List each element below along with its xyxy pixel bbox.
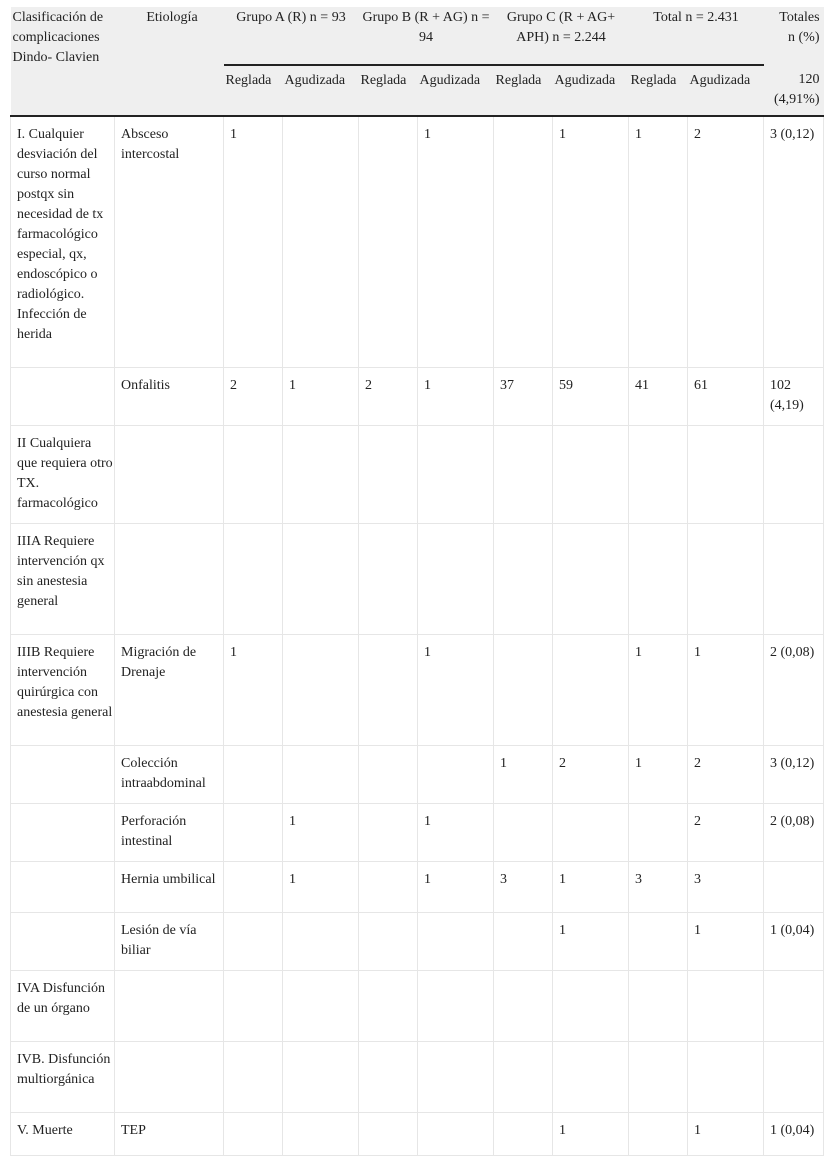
header-group-b: Grupo B (R + AG) n = 94 — [359, 7, 494, 65]
header-totals-value: 120 (4,91%) — [764, 65, 824, 116]
cell-count — [629, 970, 688, 1041]
cell-count — [224, 803, 283, 861]
cell-count: 1 — [553, 1112, 629, 1155]
header-total: Total n = 2.431 — [629, 7, 764, 65]
header-sub-agudizada: Agudizada — [283, 65, 359, 116]
cell-total: 1 (0,04) — [764, 1112, 824, 1155]
cell-count: 41 — [629, 367, 688, 425]
header-sub-agudizada: Agudizada — [418, 65, 494, 116]
cell-count — [688, 1041, 764, 1112]
cell-classification: IVB. Disfunción multiorgánica — [11, 1041, 115, 1112]
cell-classification — [11, 912, 115, 970]
cell-count: 2 — [359, 367, 418, 425]
cell-count — [283, 634, 359, 745]
cell-count: 1 — [629, 634, 688, 745]
table-row — [11, 634, 824, 745]
cell-count — [224, 425, 283, 523]
header-totals: Totales n (%) — [764, 7, 824, 65]
cell-count — [359, 634, 418, 745]
cell-count: 1 — [553, 116, 629, 367]
cell-etiology: Perforación intestinal — [115, 803, 224, 861]
cell-count: 1 — [688, 912, 764, 970]
table-row — [11, 425, 824, 523]
cell-count — [688, 970, 764, 1041]
complications-table-container — [10, 7, 823, 1156]
cell-count: 3 — [688, 861, 764, 912]
cell-count — [283, 745, 359, 803]
cell-count — [494, 116, 553, 367]
cell-classification: V. Muerte — [11, 1112, 115, 1155]
cell-etiology: Colección intraabdominal — [115, 745, 224, 803]
cell-total — [764, 970, 824, 1041]
cell-classification — [11, 367, 115, 425]
cell-count — [359, 970, 418, 1041]
cell-classification: IVA Disfunción de un órgano — [11, 970, 115, 1041]
cell-etiology: Hernia umbilical — [115, 861, 224, 912]
cell-count — [359, 425, 418, 523]
table-row — [11, 803, 824, 861]
cell-total: 3 (0,12) — [764, 116, 824, 367]
cell-count — [359, 523, 418, 634]
cell-classification: IIIB Requiere intervención quirúrgica con anestesia general — [11, 634, 115, 745]
cell-count: 1 — [418, 116, 494, 367]
table-header — [11, 7, 824, 116]
cell-count — [629, 1112, 688, 1155]
cell-count: 1 — [629, 116, 688, 367]
cell-count — [553, 803, 629, 861]
cell-count — [418, 912, 494, 970]
cell-count: 3 — [494, 861, 553, 912]
cell-count: 1 — [494, 745, 553, 803]
table-row — [11, 912, 824, 970]
cell-count — [629, 1041, 688, 1112]
cell-count — [224, 523, 283, 634]
cell-etiology — [115, 425, 224, 523]
cell-count — [359, 803, 418, 861]
cell-count — [418, 745, 494, 803]
cell-count — [494, 425, 553, 523]
cell-count — [418, 523, 494, 634]
cell-total: 2 (0,08) — [764, 803, 824, 861]
cell-count — [283, 912, 359, 970]
cell-etiology — [115, 970, 224, 1041]
cell-count — [224, 970, 283, 1041]
cell-count: 2 — [688, 803, 764, 861]
cell-count: 1 — [418, 861, 494, 912]
cell-classification: IIIA Requiere intervención qx sin anestesia general — [11, 523, 115, 634]
cell-classification: I. Cualquier desviación del curso normal postqx sin necesidad de tx farmacológico especial, qx, endoscópico o radiológico. Infección de herida — [11, 116, 115, 367]
cell-total: 1 (0,04) — [764, 912, 824, 970]
cell-total: 102 (4,19) — [764, 367, 824, 425]
cell-count: 3 — [629, 861, 688, 912]
cell-count — [224, 1041, 283, 1112]
cell-count — [629, 803, 688, 861]
cell-count: 1 — [224, 116, 283, 367]
cell-classification — [11, 803, 115, 861]
cell-count — [359, 1112, 418, 1155]
cell-count — [283, 1112, 359, 1155]
cell-count — [418, 1041, 494, 1112]
cell-count — [553, 523, 629, 634]
header-etiology: Etiología — [115, 7, 224, 116]
cell-count — [494, 970, 553, 1041]
table-row — [11, 523, 824, 634]
cell-count: 1 — [418, 803, 494, 861]
table-body — [11, 116, 824, 1155]
cell-count: 1 — [283, 367, 359, 425]
cell-count — [283, 116, 359, 367]
cell-etiology: TEP — [115, 1112, 224, 1155]
cell-count — [494, 1041, 553, 1112]
cell-count — [418, 1112, 494, 1155]
cell-count: 61 — [688, 367, 764, 425]
cell-count: 1 — [688, 1112, 764, 1155]
cell-classification: II Cualquiera que requiera otro TX. farmacológico — [11, 425, 115, 523]
cell-count — [359, 1041, 418, 1112]
header-sub-reglada: Reglada — [359, 65, 418, 116]
table-row — [11, 1112, 824, 1155]
cell-count: 59 — [553, 367, 629, 425]
cell-count — [283, 1041, 359, 1112]
table-row — [11, 116, 824, 367]
cell-count: 37 — [494, 367, 553, 425]
cell-total — [764, 523, 824, 634]
cell-count — [494, 803, 553, 861]
cell-count — [359, 116, 418, 367]
cell-total — [764, 1041, 824, 1112]
cell-count — [629, 425, 688, 523]
cell-count: 1 — [283, 803, 359, 861]
cell-total: 3 (0,12) — [764, 745, 824, 803]
cell-count: 2 — [688, 116, 764, 367]
cell-count — [283, 523, 359, 634]
cell-count — [553, 425, 629, 523]
cell-etiology: Onfalitis — [115, 367, 224, 425]
header-group-a: Grupo A (R) n = 93 — [224, 7, 359, 65]
cell-count: 1 — [224, 634, 283, 745]
header-classification: Clasificación de complicaciones Dindo- Clavien — [11, 7, 115, 116]
table-row — [11, 861, 824, 912]
cell-count: 1 — [629, 745, 688, 803]
cell-count — [553, 970, 629, 1041]
cell-total — [764, 861, 824, 912]
cell-count: 1 — [418, 367, 494, 425]
header-group-c: Grupo C (R + AG+ APH) n = 2.244 — [494, 7, 629, 65]
cell-etiology: Lesión de vía biliar — [115, 912, 224, 970]
cell-count — [283, 970, 359, 1041]
header-sub-reglada: Reglada — [224, 65, 283, 116]
table-row — [11, 745, 824, 803]
table-row — [11, 1041, 824, 1112]
table-row — [11, 970, 824, 1041]
cell-count — [283, 425, 359, 523]
cell-count — [494, 1112, 553, 1155]
cell-etiology: Absceso intercostal — [115, 116, 224, 367]
cell-count — [494, 523, 553, 634]
cell-count — [359, 912, 418, 970]
complications-table — [10, 7, 824, 1156]
cell-count — [629, 912, 688, 970]
cell-count — [553, 1041, 629, 1112]
cell-count: 1 — [283, 861, 359, 912]
cell-count — [494, 634, 553, 745]
cell-count: 1 — [418, 634, 494, 745]
cell-total: 2 (0,08) — [764, 634, 824, 745]
cell-etiology — [115, 523, 224, 634]
cell-total — [764, 425, 824, 523]
cell-count: 2 — [553, 745, 629, 803]
cell-count — [224, 861, 283, 912]
cell-count: 1 — [553, 861, 629, 912]
cell-count — [359, 745, 418, 803]
cell-count — [224, 1112, 283, 1155]
cell-count: 1 — [688, 634, 764, 745]
cell-count: 2 — [224, 367, 283, 425]
cell-count — [494, 912, 553, 970]
cell-count — [359, 861, 418, 912]
table-row — [11, 367, 824, 425]
cell-count — [224, 745, 283, 803]
cell-count — [688, 425, 764, 523]
header-sub-agudizada: Agudizada — [553, 65, 629, 116]
header-sub-agudizada: Agudizada — [688, 65, 764, 116]
header-sub-reglada: Reglada — [629, 65, 688, 116]
cell-count: 2 — [688, 745, 764, 803]
cell-count — [418, 425, 494, 523]
cell-count — [224, 912, 283, 970]
header-sub-reglada: Reglada — [494, 65, 553, 116]
cell-count: 1 — [553, 912, 629, 970]
cell-count — [629, 523, 688, 634]
cell-count — [553, 634, 629, 745]
cell-etiology: Migración de Drenaje — [115, 634, 224, 745]
cell-count — [688, 523, 764, 634]
cell-classification — [11, 861, 115, 912]
cell-count — [418, 970, 494, 1041]
cell-etiology — [115, 1041, 224, 1112]
cell-classification — [11, 745, 115, 803]
